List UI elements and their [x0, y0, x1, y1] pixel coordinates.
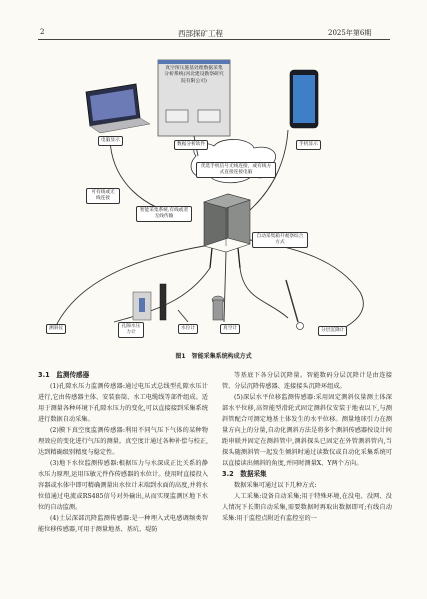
- paragraph: 等基底下各分层沉降量。智能数码分层沉降计是由连接管、分层沉降传感器、连接接头沉降环组成。: [222, 372, 392, 390]
- column-left: [38, 370, 208, 535]
- pore-pressure-sensor-icon: [133, 292, 151, 320]
- header-rule: [38, 39, 390, 40]
- figure-drawing: [38, 60, 390, 360]
- paragraph: (1)孔隙水压力监测传感器:通过电压式总线型孔隙水压计进行,它由传感器主体、安装套筒、水工电缆线等部件组成。适用于测量各种环境下孔隙水压力的变化,可以直接接到采集系统进行数据自动采集。: [38, 383, 208, 423]
- software-title: 真空预压施基处理数据采集分析系统(河北建设勘察研究院有限公司): [164, 66, 224, 84]
- paragraph: 数据采集可通过以下几种方式:: [234, 482, 317, 489]
- label-acquisition-system: 智能采集系统,有线或者无线传输: [136, 206, 192, 222]
- vacuum-gauge-icon: [212, 296, 224, 320]
- acquisition-box-icon: [204, 194, 250, 268]
- laptop-icon: [86, 84, 150, 133]
- section-heading: 3.2 数据采集: [222, 470, 267, 478]
- label-vacuum: 真空计: [220, 324, 240, 334]
- figure-caption: 图1 智能采集系统构成方式: [175, 353, 252, 360]
- section-heading: 3.1 监测传感器: [38, 371, 90, 379]
- issue-label: 2025年第6期: [328, 29, 372, 37]
- label-layer-settlement: 分层沉降计: [318, 326, 347, 336]
- paragraph: 人工采集:设备自动采集;用于特殊环境,在没电、没网、没人情况下长期自动采集,需要数据时再取出数据即可;有线自动采集:用于监控点附近有监控室的一: [222, 493, 392, 522]
- layer-settlement-gauge-icon: [286, 280, 304, 330]
- label-water-level: 水位计: [178, 324, 198, 334]
- label-software: 数据分析软件: [174, 140, 208, 150]
- label-wireless-hint: 优选手机信号无线连接，或有线方式直接连接电脑: [196, 162, 276, 178]
- phone-icon: [290, 70, 318, 128]
- journal-title: 西部探矿工程: [178, 29, 223, 38]
- system-figure: [38, 60, 390, 360]
- page-number: 2: [40, 28, 45, 36]
- column-right: [222, 370, 392, 524]
- label-computer: 电脑显示: [98, 136, 123, 146]
- label-wireless-connection: 可有线或无线连接: [86, 188, 120, 204]
- label-auto-acquisition: 自动采集箱升观察综合方式: [252, 232, 308, 248]
- label-phone: 手机显示: [296, 140, 321, 150]
- page-header: [0, 0, 427, 40]
- paragraph: (4)土层深部沉降监测传感器:是一种埋入式电感调频类智能位移传感器,可用于测量地基、基坑、堤防: [38, 515, 208, 533]
- water-level-sensor-icon: [160, 284, 166, 320]
- label-pore-pressure: 孔隙水压力计: [118, 322, 144, 338]
- label-inclinometer: 测斜仪: [46, 324, 66, 334]
- paragraph: (2)膜下真空度监测传感器:利用不同气压下气体的某种物理效应的变化进行气压的测量。真空度计通过各种补偿与校正,达到精确级别精度与稳定性。: [38, 427, 208, 456]
- paragraph: (5)深层水平位移监测传感器:采用固定测斜仪量测土体深部水平位移,高智能型滑轮式固定测斜仪安装于地表以下,与测斜管配合可测定地基土体发生的水平位移。测量地球引力在测量方向上的分量,自动化测斜方法是将多个测斜传感器按设计间距串联并固定在测斜管中,测斜探头已固定在外管测斜管内,当探头随测斜管一起发生倾斜时通过读数仪或自动化采集系统可以直接读出倾斜的角度,并同时测量X、Y两个方向。: [222, 394, 392, 467]
- paragraph: (3)地下水位监测传感器:根据压力与水深成正比关系的静水压力原理,运用压敏元件作传感器的水位计。使用时直接投入容器或水体中即可精确测量出水位计末端到水面的高度,并将水位值通过电流或RS485信号对外输出,从而实现监测区地下水位的自动监测。: [38, 460, 208, 511]
